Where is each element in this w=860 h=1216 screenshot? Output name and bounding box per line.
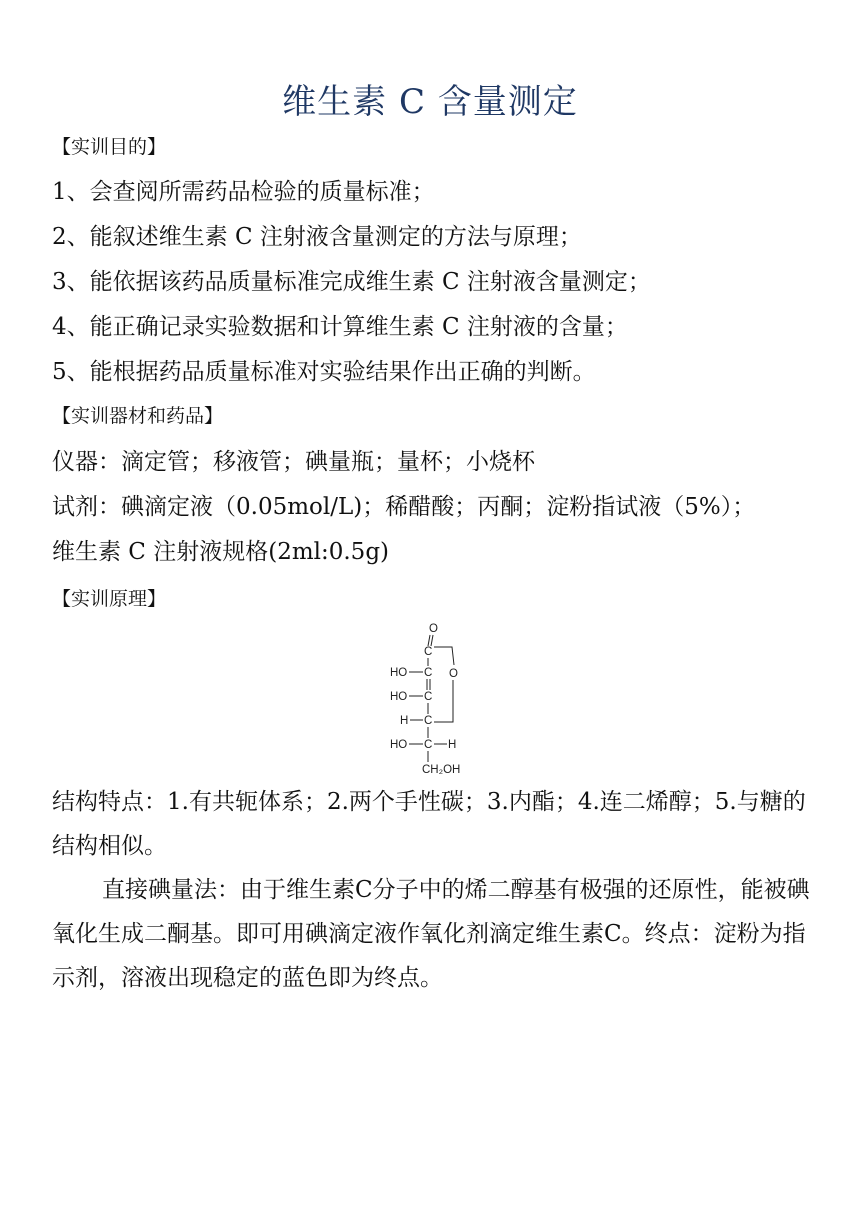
ketone-oxygen-label: O bbox=[429, 623, 438, 635]
objectives-heading: 【实训目的】 bbox=[52, 136, 167, 158]
objective-item: 5、能根据药品质量标准对实验结果作出正确的判断。 bbox=[52, 359, 596, 385]
principle-heading: 【实训原理】 bbox=[52, 588, 167, 610]
structure-features-paragraph: 结构特点：1.有共轭体系；2.两个手性碳；3.内酯；4.连二烯醇；5.与糖的结构相似。 bbox=[52, 789, 806, 859]
hydroxymethyl-label: CH₂OH bbox=[422, 764, 461, 776]
carbon-5-label: C bbox=[424, 739, 433, 751]
specification-line: 维生素 C 注射液规格(2ml:0.5g) bbox=[52, 539, 390, 565]
method-paragraph: 直接碘量法：由于维生素C分子中的烯二醇基有极强的还原性，能被碘氧化生成二酮基。即可用碘滴定液作氧化剂滴定维生素C。终点：淀粉为指示剂，溶液出现稳定的蓝色即为终点。 bbox=[52, 877, 810, 991]
carbon-2-label: C bbox=[424, 667, 433, 679]
carbonyl-bond bbox=[428, 635, 430, 646]
hydrogen-4-label: H bbox=[400, 715, 409, 727]
hydrogen-5-label: H bbox=[448, 739, 457, 751]
carbon-4-label: C bbox=[424, 715, 433, 727]
reagents-line: 试剂：碘滴定液（0.05mol/L)；稀醋酸；丙酮；淀粉指试液（5%）； bbox=[52, 494, 756, 520]
ring-bond bbox=[434, 680, 453, 722]
carbon-1-label: C bbox=[424, 646, 433, 658]
document-title: 维生素 C 含量测定 bbox=[282, 82, 578, 122]
materials-heading: 【实训器材和药品】 bbox=[52, 405, 224, 427]
ring-bond bbox=[434, 647, 454, 665]
objective-item: 2、能叙述维生素 C 注射液含量测定的方法与原理； bbox=[52, 224, 582, 250]
objective-item: 4、能正确记录实验数据和计算维生素 C 注射液的含量； bbox=[52, 314, 628, 340]
hydroxyl-1-label: HO bbox=[390, 667, 408, 679]
ring-oxygen-label: O bbox=[449, 668, 458, 680]
objective-item: 1、会查阅所需药品检验的质量标准； bbox=[52, 179, 435, 205]
vitamin-c-structure-diagram bbox=[384, 620, 484, 780]
carbon-3-label: C bbox=[424, 691, 433, 703]
hydroxyl-5-label: HO bbox=[390, 739, 408, 751]
carbonyl-bond bbox=[431, 635, 433, 646]
instruments-line: 仪器：滴定管；移液管；碘量瓶；量杯；小烧杯 bbox=[52, 449, 535, 475]
hydroxyl-2-label: HO bbox=[390, 691, 408, 703]
objective-item: 3、能依据该药品质量标准完成维生素 C 注射液含量测定； bbox=[52, 269, 651, 295]
